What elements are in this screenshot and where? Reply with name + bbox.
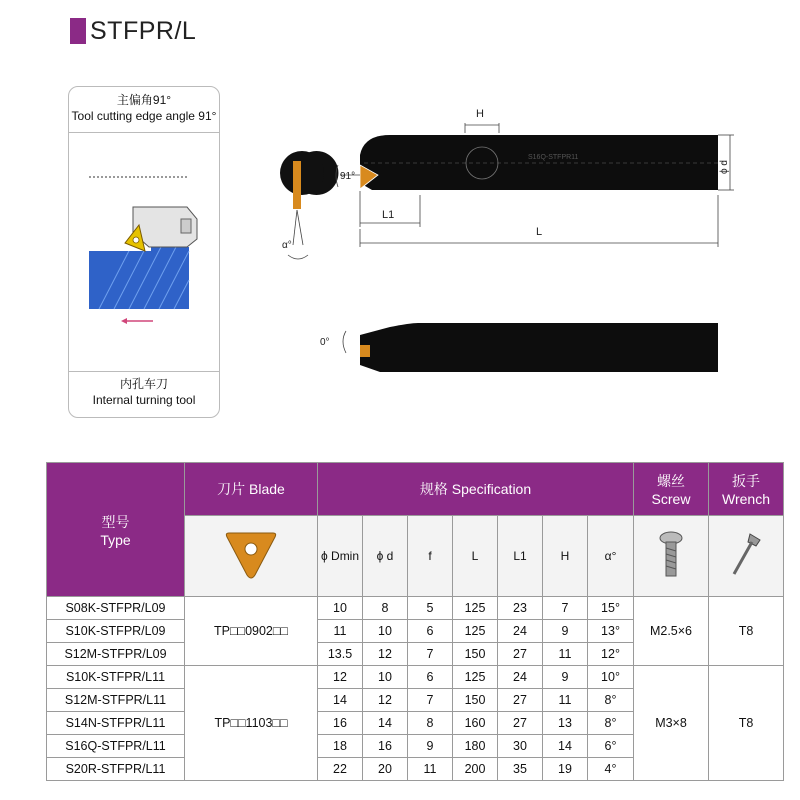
cell-h: 13 [543,712,588,735]
col-dmin: ϕ Dmin [318,516,363,597]
cell-l: 125 [453,666,498,689]
table-row [47,597,784,620]
cell-h: 11 [543,689,588,712]
wrench-header-cn: 扳手 [732,473,760,489]
screw-icon [656,530,686,580]
cell-l1: 35 [498,758,543,781]
cell-dmin: 11 [318,620,363,643]
col-l1: L1 [498,516,543,597]
row-type: S20R-STFPR/L11 [47,758,185,781]
cell-l: 150 [453,689,498,712]
feed-arrow-icon [121,318,127,324]
title-block [70,14,196,48]
cell-l1: 23 [498,597,543,620]
screw-image-cell [634,516,709,597]
cell-l: 200 [453,758,498,781]
cell-alpha: 12° [588,643,634,666]
side-insert [360,345,370,357]
alpha-label: α° [282,240,292,251]
cell-dmin: 14 [318,689,363,712]
cell-dmin: 18 [318,735,363,758]
cell-f: 8 [408,712,453,735]
boring-bar-body [360,135,718,190]
angle-0-label: 0° [320,337,330,348]
wrench-header-en: Wrench [722,491,770,507]
illustration-card [68,86,220,418]
cell-f: 11 [408,758,453,781]
boring-illustration [69,135,219,375]
card-divider-top [69,132,219,133]
card-caption-en: Internal turning tool [92,393,196,407]
cell-f: 7 [408,643,453,666]
screw-header-cn: 螺丝 [657,473,685,489]
cell-alpha: 8° [588,689,634,712]
cell-f: 7 [408,689,453,712]
boring-bar-side [360,323,718,372]
cell-f: 6 [408,666,453,689]
col-f: f [408,516,453,597]
cell-l: 160 [453,712,498,735]
cell-alpha: 10° [588,666,634,689]
type-header-cn: 型号 [101,513,130,530]
cell-d: 16 [363,735,408,758]
col-h: H [543,516,588,597]
holder-screw [181,219,191,233]
row-type: S12M-STFPR/L11 [47,689,185,712]
screw-11: M3×8 [634,666,709,781]
cell-alpha: 4° [588,758,634,781]
spec-header: 规格 Specification [318,463,634,516]
insert-hole [133,237,139,243]
wrench-header [709,463,784,516]
row-type: S10K-STFPR/L09 [47,620,185,643]
wrench-icon [726,530,766,580]
cell-l: 180 [453,735,498,758]
card-title-cn: 主偏角91° [116,93,172,107]
cell-dmin: 10 [318,597,363,620]
screw-header-en: Screw [651,491,691,507]
end-view-insert [293,161,301,209]
cell-d: 10 [363,666,408,689]
cell-d: 20 [363,758,408,781]
cell-h: 9 [543,620,588,643]
wrench-11: T8 [709,666,784,781]
cell-l1: 24 [498,620,543,643]
table-row [47,666,784,689]
wrench-09: T8 [709,597,784,666]
spec-table [46,462,784,781]
d-label: ϕ d [719,160,730,174]
cell-alpha: 15° [588,597,634,620]
cell-h: 9 [543,666,588,689]
type-header-en: Type [100,531,131,548]
cell-h: 19 [543,758,588,781]
type-header [47,463,185,597]
cell-l: 150 [453,643,498,666]
cell-l1: 27 [498,689,543,712]
cell-d: 12 [363,689,408,712]
row-type: S16Q-STFPR/L11 [47,735,185,758]
cell-dmin: 12 [318,666,363,689]
cell-dmin: 16 [318,712,363,735]
cell-alpha: 13° [588,620,634,643]
cell-f: 5 [408,597,453,620]
technical-drawing [260,95,740,395]
alpha-line-2 [297,210,303,245]
screw-header [634,463,709,516]
cell-d: 14 [363,712,408,735]
title-accent-block [70,18,86,44]
cell-l: 125 [453,620,498,643]
row-type: S12M-STFPR/L09 [47,643,185,666]
col-alpha: α° [588,516,634,597]
cell-f: 9 [408,735,453,758]
cell-l1: 30 [498,735,543,758]
cell-alpha: 6° [588,735,634,758]
angle-0-arc [343,331,346,353]
blade-model-09: TP□□0902□□ [185,597,318,666]
cell-dmin: 13.5 [318,643,363,666]
angle-91-label: 91° [340,171,356,182]
cell-d: 12 [363,643,408,666]
cell-f: 6 [408,620,453,643]
wrench-image-cell [709,516,784,597]
cell-l1: 27 [498,643,543,666]
row-type: S14N-STFPR/L11 [47,712,185,735]
card-divider-bottom [69,371,219,372]
end-view-circle [280,151,324,195]
cell-d: 10 [363,620,408,643]
card-caption-cn: 内孔车刀 [119,377,168,391]
blade-image-cell [185,516,318,597]
alpha-arc [288,255,308,259]
col-d: ϕ d [363,516,408,597]
l1-label: L1 [382,209,395,221]
cell-l: 125 [453,597,498,620]
cell-alpha: 8° [588,712,634,735]
screw-09: M2.5×6 [634,597,709,666]
row-type: S08K-STFPR/L09 [47,597,185,620]
card-title-en: Tool cutting edge angle 91° [71,109,217,123]
l-label: L [536,226,543,238]
cell-l1: 24 [498,666,543,689]
h-label: H [476,108,484,120]
cell-d: 8 [363,597,408,620]
cell-l1: 27 [498,712,543,735]
alpha-line [293,210,297,245]
blade-model-11: TP□□1103□□ [185,666,318,781]
blade-header: 刀片 Blade [185,463,318,516]
cell-h: 11 [543,643,588,666]
cell-h: 7 [543,597,588,620]
cell-dmin: 22 [318,758,363,781]
bar-marking: S16Q-STFPR11 [528,154,579,161]
page-title: STFPR/L [90,16,197,45]
cell-h: 14 [543,735,588,758]
triangle-insert-icon [221,527,281,583]
row-type: S10K-STFPR/L11 [47,666,185,689]
col-l: L [453,516,498,597]
